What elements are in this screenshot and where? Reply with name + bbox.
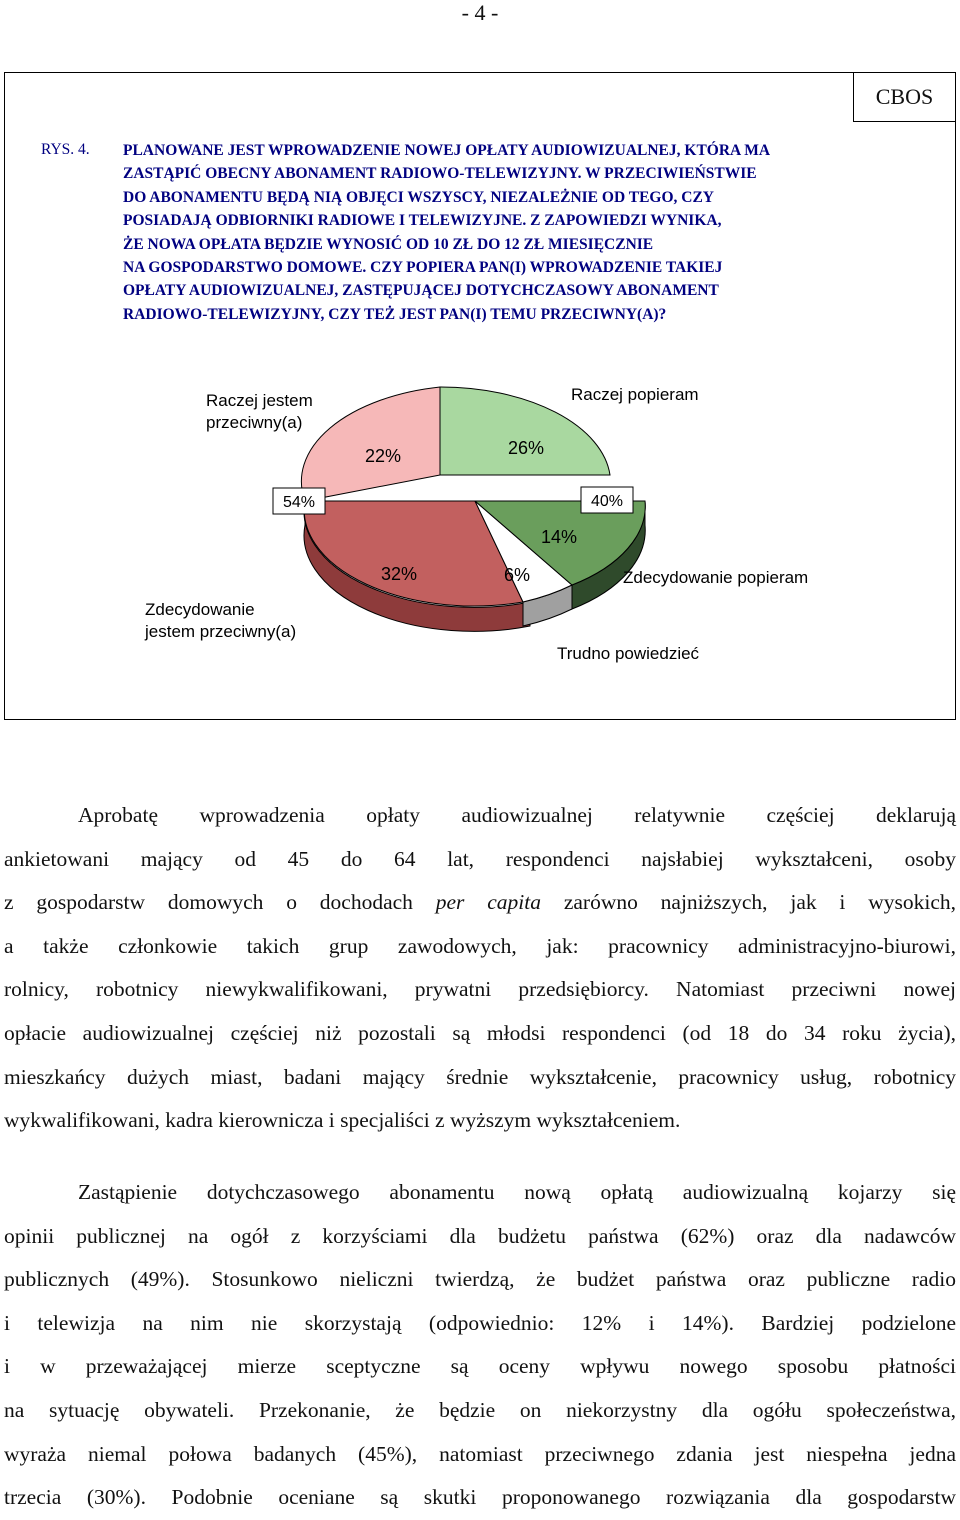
source-tab: CBOS: [853, 72, 955, 122]
paragraph-2: [4, 1171, 956, 1520]
paragraph-line: trzecia (30%). Podobnie oceniane są skutki proponowanego rozwiązania dla gospodarstw: [4, 1485, 956, 1510]
question-line: ZASTĄPIĆ OBECNY ABONAMENT RADIOWO-TELEWIZYJNY. W PRZECIWIEŃSTWIE: [123, 165, 757, 183]
paragraph-line: i telewizja na nim nie skorzystają (odpowiednio: 12% i 14%). Bardziej podzielone: [4, 1310, 956, 1335]
pie-chart: [5, 73, 955, 719]
paragraph-line: a także członkowie takich grup zawodowych, jak: pracownicy administracyjno-biurowi,: [4, 933, 956, 958]
paragraph-1: [4, 794, 956, 1143]
value-label-trudno-powiedziec: 6%: [503, 565, 531, 585]
question-line: RADIOWO-TELEWIZYJNY, CZY TEŻ JEST PAN(I) TEMU PRZECIWNY(A)?: [123, 305, 667, 323]
paragraph-line: i w przeważającej mierze sceptyczne są oceny wpływu nowego sposobu płatności: [4, 1354, 956, 1379]
pie-slice-raczej-przeciwny: [301, 387, 440, 501]
question-line: PLANOWANE JEST WPROWADZENIE NOWEJ OPŁATY AUDIOWIZUALNEJ, KTÓRA MA: [123, 142, 771, 159]
category-label-raczej-przeciwny-1: Raczej jestem: [206, 391, 313, 410]
category-label-trudno-powiedziec: Trudno powiedzieć: [557, 644, 700, 663]
paragraph-line: mieszkańcy dużych miast, badani mający średnie wykształcenie, pracownicy usług, robotnicy: [4, 1064, 956, 1089]
question-line: POSIADAJĄ ODBIORNIKI RADIOWE I TELEWIZYJNE. Z ZAPOWIEDZI WYNIKA,: [123, 212, 722, 230]
paragraph-line: na sytuację obywateli. Przekonanie, że będzie on niekorzystny dla ogółu społeczeństwa,: [4, 1397, 956, 1422]
category-label-zdecydowanie-przeciwny-2: jestem przeciwny(a): [145, 622, 297, 641]
value-label-zdecydowanie-przeciwny: 32%: [380, 564, 418, 584]
category-label-zdecydowanie-popieram: Zdecydowanie popieram: [623, 568, 809, 587]
question-line: OPŁATY AUDIOWIZUALNEJ, ZASTĘPUJĄCEJ DOTYCHCZASOWY ABONAMENT: [123, 282, 719, 300]
total-label-zwolennicy: 40%: [590, 493, 624, 510]
paragraph-line: ankietowani mający od 45 do 64 lat, respondenci najsłabiej wykształceni, osoby: [4, 846, 956, 871]
value-label-raczej-przeciwny: 22%: [364, 446, 402, 466]
paragraph-line: Aprobatę wprowadzenia opłaty audiowizualnej relatywnie częściej deklarują: [78, 803, 956, 827]
value-label-raczej-popieram: 26%: [507, 438, 545, 458]
paragraph-line: opinii publicznej na ogół z korzyściami dla budżetu państwa (62%) oraz dla nadawców: [4, 1223, 956, 1248]
category-label-raczej-przeciwny-2: przeciwny(a): [206, 413, 303, 432]
paragraph-line: z gospodarstw domowych o dochodach per capita zarówno najniższych, jak i wysokich,: [4, 890, 957, 915]
value-label-zdecydowanie-popieram: 14%: [540, 527, 578, 547]
page-number: - 4 -: [461, 0, 499, 25]
question-line: NA GOSPODARSTWO DOMOWE. CZY POPIERA PAN(I) WPROWADZENIE TAKIEJ: [123, 259, 723, 277]
paragraph-line: publicznych (49%). Stosunkowo nieliczni twierdzą, że budżet państwa oraz publiczne radio: [4, 1267, 956, 1292]
paragraph-line: rolnicy, robotnicy niewykwalifikowani, prywatni przedsiębiorcy. Natomiast przeciwni nowej: [4, 977, 956, 1002]
total-label-przeciwni: 54%: [282, 494, 316, 511]
question-line: ŻE NOWA OPŁATA BĘDZIE WYNOSIĆ OD 10 ZŁ DO 12 ZŁ MIESIĘCZNIE: [123, 235, 654, 253]
figure-label: RYS. 4.: [41, 141, 90, 158]
paragraph-line: wykwalifikowani, kadra kierownicza i specjaliści z wyższym wykształceniem.: [4, 1108, 681, 1133]
category-label-raczej-popieram: Raczej popieram: [571, 385, 699, 404]
paragraph-line: wyraża niemal połowa badanych (45%), natomiast przeciwnego zdania jest niespełna jedna: [4, 1441, 956, 1466]
paragraph-line: Zastąpienie dotychczasowego abonamentu nową opłatą audiowizualną kojarzy się: [78, 1180, 956, 1204]
paragraph-line: opłacie audiowizualnej częściej niż pozostali są młodsi respondenci (od 18 do 34 roku życia),: [4, 1020, 956, 1045]
question-line: DO ABONAMENTU BĘDĄ NIĄ OBJĘCI WSZYSCY, NIEZALEŻNIE OD TEGO, CZY: [123, 188, 714, 206]
figure-frame: [4, 72, 956, 720]
category-label-zdecydowanie-przeciwny-1: Zdecydowanie: [145, 600, 255, 619]
